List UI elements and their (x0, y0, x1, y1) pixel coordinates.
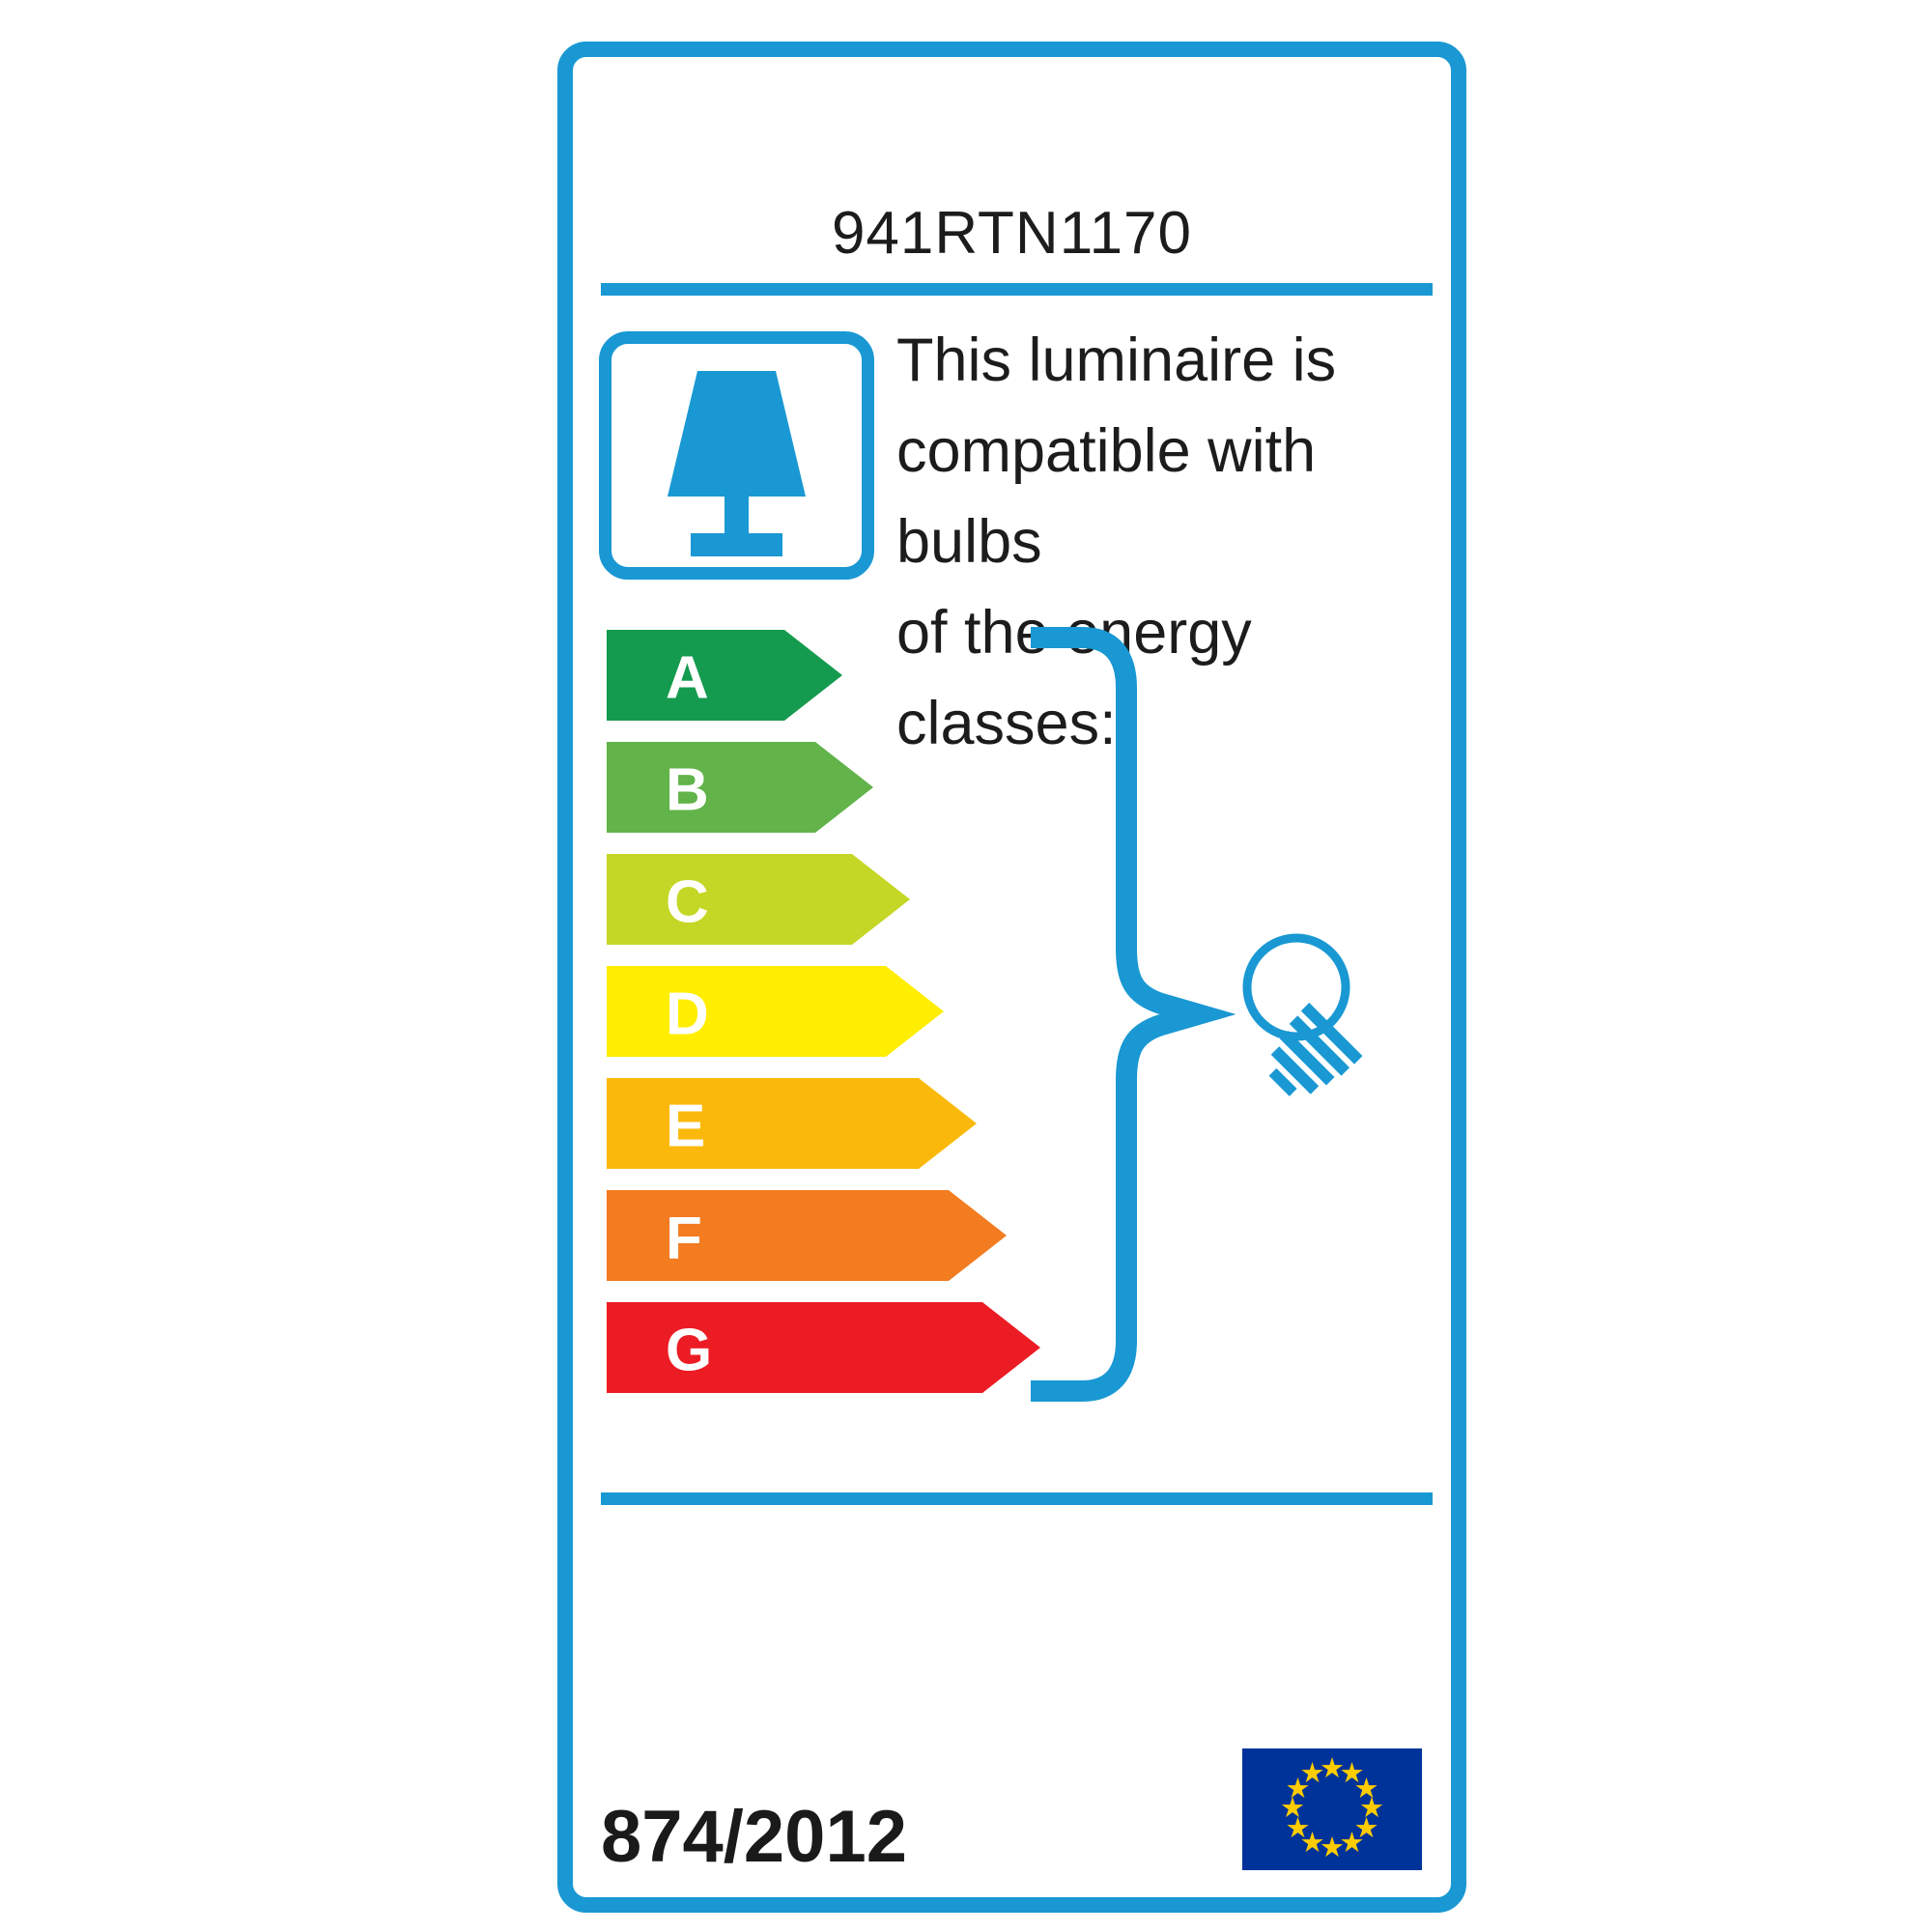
energy-class-letter: C (666, 868, 709, 936)
energy-class-letter: E (666, 1093, 706, 1160)
energy-class-letter: B (666, 756, 709, 824)
eu-flag-star: ★ (1339, 1827, 1365, 1859)
eu-flag-star: ★ (1320, 1753, 1345, 1784)
energy-class-letter: F (666, 1205, 702, 1272)
eu-flag-star: ★ (1339, 1758, 1365, 1790)
energy-class-letter: D (666, 980, 709, 1048)
curly-brace-icon (1031, 638, 1198, 1391)
regulation-number: 874/2012 (601, 1796, 907, 1878)
eu-flag-star: ★ (1320, 1833, 1345, 1863)
product-code: 941RTN1170 (831, 200, 1193, 267)
description-line: compatible with bulbs (896, 417, 1317, 576)
eu-flag-star: ★ (1285, 1812, 1311, 1844)
eu-flag-star: ★ (1280, 1793, 1305, 1824)
description-line: of the energy classes: (896, 599, 1252, 757)
eu-flag-icon (1242, 1748, 1422, 1870)
description-line: This luminaire is (896, 327, 1337, 394)
eu-flag-star: ★ (1285, 1773, 1311, 1804)
light-bulb-icon (1247, 938, 1362, 1113)
energy-class-letter: G (666, 1317, 713, 1384)
eu-flag-star: ★ (1353, 1812, 1379, 1844)
eu-flag-star: ★ (1359, 1793, 1384, 1824)
divider-bottom (601, 1492, 1433, 1505)
eu-flag-star: ★ (1299, 1758, 1325, 1790)
eu-flag-star: ★ (1353, 1773, 1379, 1804)
energy-class-letter: A (666, 644, 709, 712)
eu-flag-star: ★ (1299, 1827, 1325, 1859)
